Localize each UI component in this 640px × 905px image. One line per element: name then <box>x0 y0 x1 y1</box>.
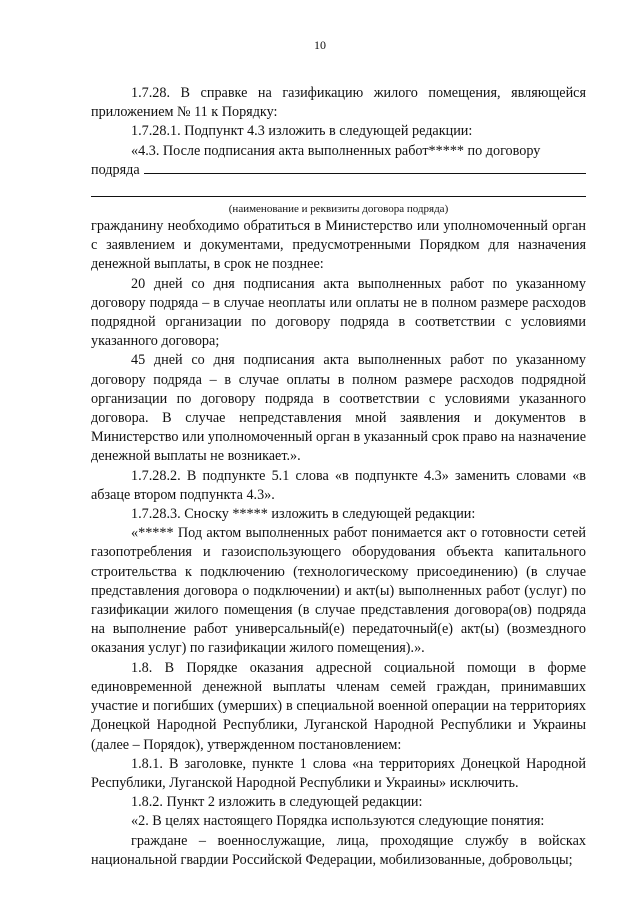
contract-word: подряда <box>91 161 140 178</box>
paragraph-1-8-1: 1.8.1. В заголовке, пункте 1 слова «на территориях Донецкой Народной Республики, Луганской Народной Республики и Украины» исключить. <box>91 755 586 791</box>
paragraph-45-days: 45 дней со дня подписания акта выполненных работ по указанному договору подряда – в случае оплаты в полном размере расходов подрядной организации по договору подряда в соответствии с условиями указанного договора. В случае непредставления мной заявления и документов в Министерство или уполномоченный орган в указанный срок право на назначение денежной выплаты не возникает.». <box>91 352 586 465</box>
quote-4-3-first-line: «4.3. После подписания акта выполненных работ***** по договору <box>131 142 541 159</box>
paragraph-citizens: граждане – военнослужащие, лица, проходящие службу в войсках национальной гвардии Российской Федерации, мобилизованные, добровольцы; <box>91 832 586 868</box>
document-body <box>91 84 586 870</box>
contract-fill-line <box>91 161 586 180</box>
paragraph-20-days: 20 дней со дня подписания акта выполненных работ по указанному договору подряда – в случае неоплаты или оплаты не в полном размере расходов подрядной организации по договору подряда в соответствии с условиями указанного договора; <box>91 275 586 350</box>
blank-rule <box>144 161 586 174</box>
paragraph-1-7-28-3: 1.7.28.3. Сноску ***** изложить в следующей редакции: <box>131 506 476 523</box>
paragraph-1-7-28-1: 1.7.28.1. Подпункт 4.3 изложить в следующей редакции: <box>131 123 473 140</box>
paragraph-1-8: 1.8. В Порядке оказания адресной социальной помощи в форме единовременной денежной выплаты членам семей граждан, принимавших участие и погибших (умерших) в специальной военной операции на территориях Донецкой Народной Республики, Луганской Народной Республики и Украины (далее – Порядок), утвержденном постановлением: <box>91 659 586 753</box>
paragraph-1-7-28: 1.7.28. В справке на газификацию жилого помещения, являющейся приложением № 11 к Порядку: <box>91 85 586 121</box>
paragraph-footnote: «***** Под актом выполненных работ понимается акт о готовности сетей газопотребления и газоиспользующего оборудования объекта капитального строительства к подключению (технологическому присоединению) (в случае представления договора о подключении) и акт(ы) выполненных работ (услуг) по газификации жилого помещения (в случае представления договора(ов) подряда на выполнение работ универсальный(е) передаточный(е) акт(ы) (возмездного оказания услуг) по газификации жилого помещения).». <box>91 525 586 657</box>
field-caption: (наименование и реквизиты договора подряда) <box>228 203 449 216</box>
paragraph-1-8-2: 1.8.2. Пункт 2 изложить в следующей редакции: <box>131 794 423 811</box>
paragraph-1-7-28-2: 1.7.28.2. В подпункте 5.1 слова «в подпункте 4.3» заменить словами «в абзаце втором подпункта 4.3». <box>91 467 586 503</box>
paragraph-application: гражданину необходимо обратиться в Министерство или уполномоченный орган с заявлением и документами, предусмотренными Порядком для назначения денежной выплаты, в срок не позднее: <box>91 218 586 273</box>
blank-rule-full <box>91 182 586 197</box>
page-number: 10 <box>314 38 326 52</box>
paragraph-definitions: «2. В целях настоящего Порядка используются следующие понятия: <box>131 813 545 830</box>
